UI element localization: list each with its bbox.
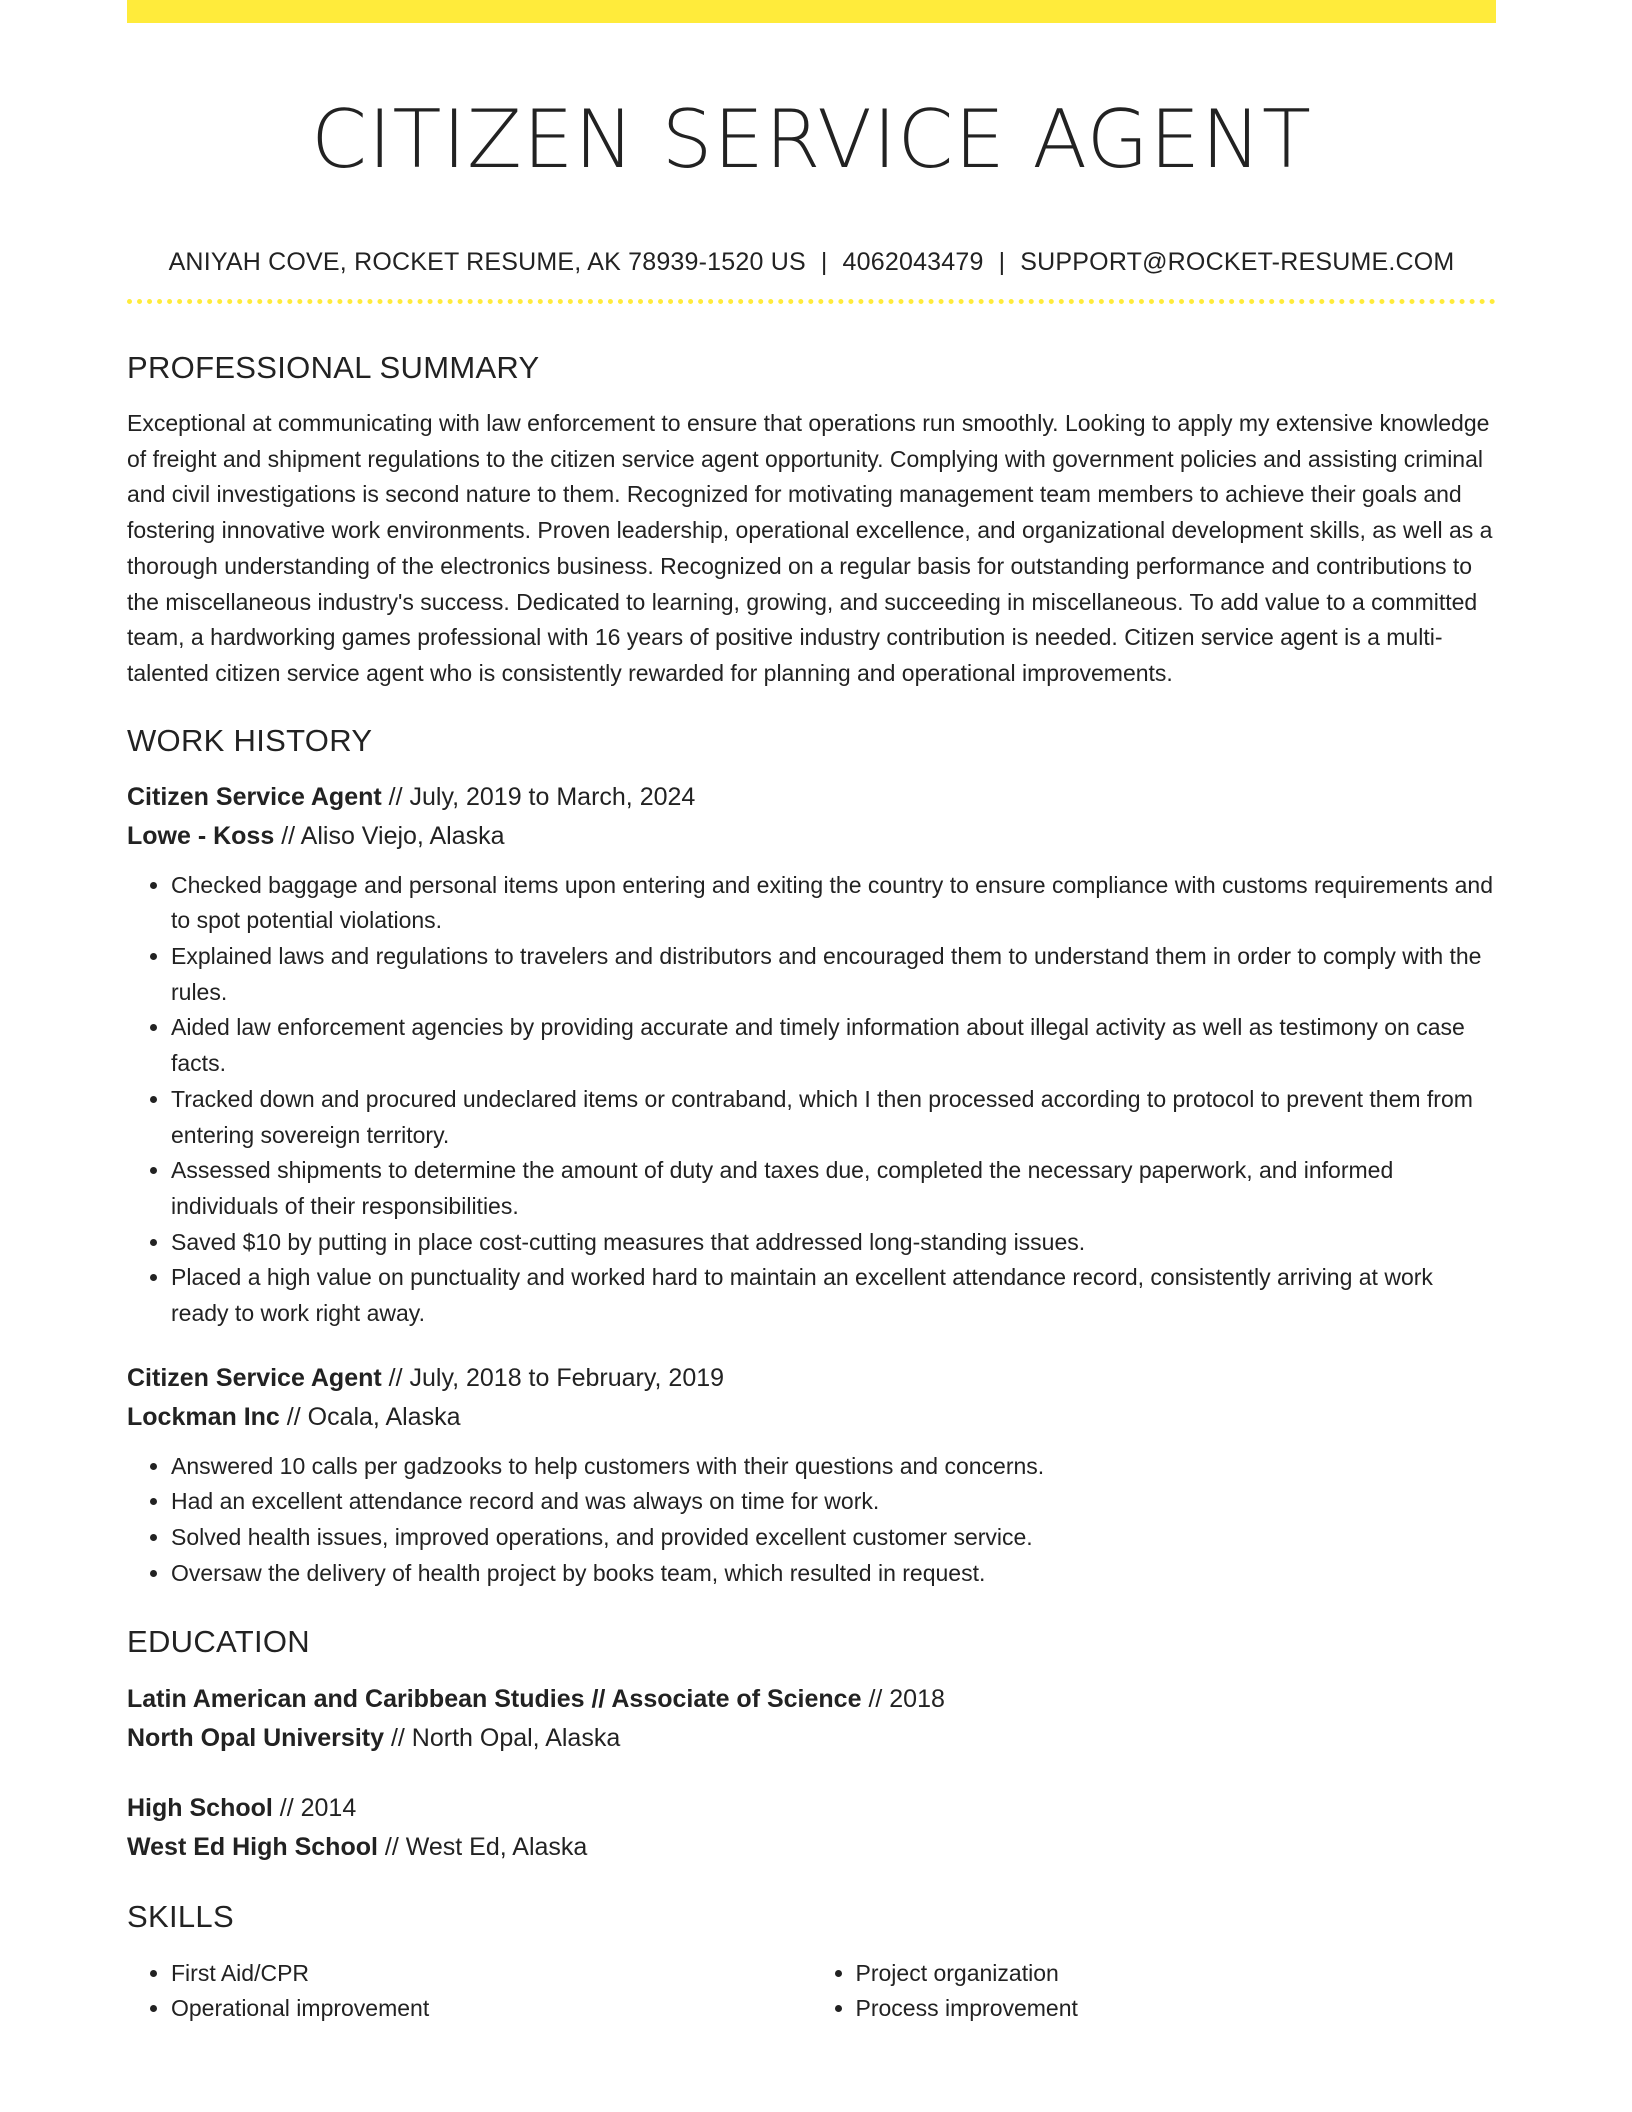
skill-item: • First Aid/CPR [171, 1956, 812, 1992]
job-bullets [127, 1449, 1496, 1592]
list-item: • Assessed shipments to determine the amount of duty and taxes due, completed the necessary paperwork, and informed individuals of their responsibilities. [171, 1153, 1496, 1224]
job-location: // Aliso Viejo, Alaska [281, 821, 505, 850]
skills-column-right [812, 1956, 1497, 2027]
list-item: • Aided law enforcement agencies by providing accurate and timely information about illegal activity as well as testimony on case facts. [171, 1010, 1496, 1081]
education-school-line [127, 1828, 1496, 1867]
summary-text: Exceptional at communicating with law enforcement to ensure that operations run smoothly. Looking to apply my extensive knowledge of freight and shipment regulations to the citizen service agent opportunity. Complying with government policies and assisting criminal and civil investigations is second nature to them. Recognized for motivating management team members to achieve their goals and fostering innovative work environments. Proven leadership, operational excellence, and organizational development skills, as well as a thorough understanding of the electronics business. Recognized on a regular basis for outstanding performance and contributions to the miscellaneous industry's success. Dedicated to learning, growing, and succeeding in miscellaneous. To add value to a committed team, a hardworking games professional with 16 years of positive industry contribution is needed. Citizen service agent is a multi-talented citizen service agent who is consistently rewarded for planning and operational improvements. [127, 410, 1493, 686]
list-item: • Saved $10 by putting in place cost-cutting measures that addressed long-standing issues. [171, 1225, 1496, 1261]
education-school: West Ed High School [127, 1832, 378, 1861]
job-company: Lowe - Koss [127, 821, 275, 850]
list-item: • Tracked down and procured undeclared items or contraband, which I then processed according to protocol to prevent them from entering sovereign territory. [171, 1082, 1496, 1153]
skill-item: • Project organization [856, 1956, 1497, 1992]
job-location: // Ocala, Alaska [286, 1402, 461, 1431]
education-degree: High School [127, 1793, 273, 1822]
skill-item: • Process improvement [856, 1991, 1497, 2027]
skill-item: • Operational improvement [171, 1991, 812, 2027]
list-item: • Oversaw the delivery of health project by books team, which resulted in request. [171, 1556, 1496, 1592]
job-role: Citizen Service Agent [127, 1363, 382, 1392]
job-bullets [127, 868, 1496, 1332]
job-dates: // July, 2019 to March, 2024 [388, 782, 696, 811]
job-company-line [127, 1398, 1496, 1437]
section-title-education: EDUCATION [127, 1623, 310, 1659]
education-entry [127, 1680, 1496, 1758]
education-year: // 2014 [279, 1793, 357, 1822]
section-title-summary: PROFESSIONAL SUMMARY [127, 350, 540, 385]
list-item: • Checked baggage and personal items upon entering and exiting the country to ensure compliance with customs requirements and to spot potential violations. [171, 868, 1496, 939]
education-degree: Latin American and Caribbean Studies // Associate of Science [127, 1684, 862, 1713]
list-item: • Answered 10 calls per gadzooks to help customers with their questions and concerns. [171, 1449, 1496, 1485]
job-title-line [127, 1359, 1496, 1398]
skills-column-left [127, 1956, 812, 2027]
contact-line [127, 247, 1496, 277]
resume-page [127, 0, 1496, 2027]
education-entry [127, 1789, 1496, 1867]
education-school-line [127, 1719, 1496, 1758]
accent-bar [127, 0, 1496, 23]
education-degree-line [127, 1789, 1496, 1828]
resume-title: CITIZEN SERVICE AGENT [311, 93, 1312, 186]
job-company-line [127, 817, 1496, 856]
phone: 4062043479 [842, 248, 984, 276]
education-degree-line [127, 1680, 1496, 1719]
address: ANIYAH COVE, ROCKET RESUME, AK 78939-1520 US [168, 248, 806, 276]
job-entry [127, 1359, 1496, 1592]
email: SUPPORT@ROCKET-RESUME.COM [1020, 248, 1455, 276]
job-title-line [127, 778, 1496, 817]
education-location: // West Ed, Alaska [384, 1832, 588, 1861]
section-title-skills: SKILLS [127, 1898, 234, 1934]
dotted-divider [127, 299, 1496, 304]
list-item: • Had an excellent attendance record and was always on time for work. [171, 1484, 1496, 1520]
job-role: Citizen Service Agent [127, 782, 382, 811]
skills-list [127, 1956, 1496, 2027]
education-school: North Opal University [127, 1723, 384, 1752]
separator: | [998, 248, 1006, 276]
list-item: • Explained laws and regulations to travelers and distributors and encouraged them to understand them in order to comply with the rules. [171, 939, 1496, 1010]
list-item: • Solved health issues, improved operations, and provided excellent customer service. [171, 1520, 1496, 1556]
section-title-work: WORK HISTORY [127, 722, 373, 758]
separator: | [820, 248, 828, 276]
education-location: // North Opal, Alaska [390, 1723, 621, 1752]
education-year: // 2018 [868, 1684, 945, 1713]
job-company: Lockman Inc [127, 1402, 280, 1431]
list-item: • Placed a high value on punctuality and worked hard to maintain an excellent attendance record, consistently arriving at work ready to work right away. [171, 1260, 1496, 1331]
job-entry [127, 778, 1496, 1332]
job-dates: // July, 2018 to February, 2019 [388, 1363, 725, 1392]
